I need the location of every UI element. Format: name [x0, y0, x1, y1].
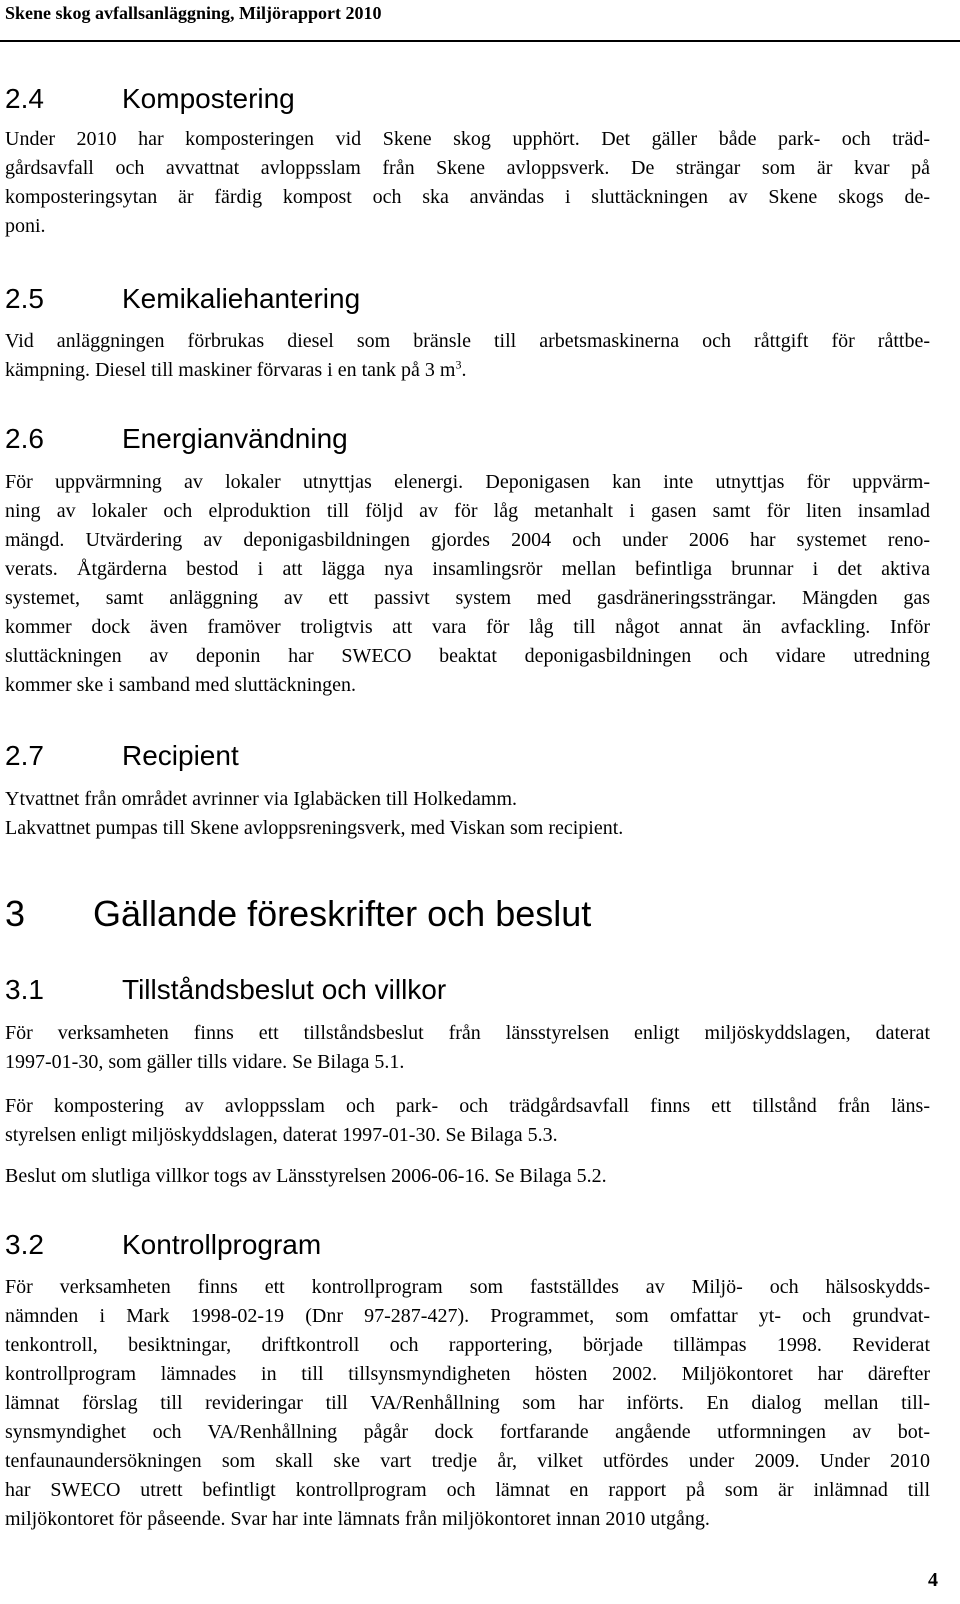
paragraph-energianvandning: [5, 468, 930, 700]
heading-kemikaliehantering: [5, 282, 360, 316]
heading-kontrollprogram: [5, 1228, 321, 1262]
paragraph-kemikaliehantering: [5, 327, 930, 385]
heading-energianvandning: [5, 422, 348, 456]
text-line: ning av lokaler och elproduktion till följd av för låg metanhalt i gasen samt för liten insamlad: [5, 500, 930, 522]
text-line: mängd. Utvärdering av deponigasbildningen gjordes 2004 och under 2006 har systemet reno-: [5, 529, 930, 551]
text-line: miljökontoret för påseende. Svar har inte lämnats från miljökontoret innan 2010 utgång.: [5, 1508, 710, 1530]
header-divider: [0, 40, 960, 42]
text-line: har SWECO utrett befintligt kontrollprogram och lämnat en rapport på som är inlämnad till: [5, 1479, 930, 1501]
paragraph-tillstandsbeslut-3: [5, 1162, 930, 1191]
running-header: [0, 0, 960, 44]
chapter-number: 3: [5, 893, 26, 934]
text-line: För verksamheten finns ett kontrollprogram som fastställdes av Miljö- och hälsoskydds-: [5, 1276, 930, 1298]
text-line: verats. Åtgärderna bestod i att lägga nya insamlingsrör mellan befintliga brunnar i det aktiva: [5, 558, 930, 580]
section-title: Kemikaliehantering: [122, 283, 361, 314]
text-line: [5, 356, 930, 385]
text-line: tenkontroll, besiktningar, driftkontroll och rapportering, började tillämpas 1998. Reviderat: [5, 1334, 930, 1356]
section-number: 2.6: [5, 423, 44, 454]
text-line: För kompostering av avloppsslam och park- och trädgårdsavfall finns ett tillstånd från läns-: [5, 1095, 930, 1117]
text-fragment: .: [461, 359, 467, 381]
section-number: 2.5: [5, 283, 44, 314]
heading-kompostering: [5, 82, 295, 116]
chapter-title: Gällande föreskrifter och beslut: [93, 893, 592, 934]
section-title: Kontrollprogram: [122, 1229, 322, 1260]
text-line: Lakvattnet pumpas till Skene avloppsreningsverk, med Viskan som recipient.: [5, 817, 624, 839]
text-line: tenfaunaundersökningen som skall ske vart tredje år, vilket utfördes under 2009. Under 2010: [5, 1450, 930, 1472]
text-line: Beslut om slutliga villkor togs av Länsstyrelsen 2006-06-16. Se Bilaga 5.2.: [5, 1165, 607, 1187]
paragraph-tillstandsbeslut-1: [5, 1019, 930, 1077]
text-line: 1997-01-30, som gäller tills vidare. Se Bilaga 5.1.: [5, 1051, 405, 1073]
text-line: nämnden i Mark 1998-02-19 (Dnr 97-287-427). Programmet, som omfattar yt- och grundvat-: [5, 1305, 930, 1327]
section-title: Tillståndsbeslut och villkor: [122, 974, 447, 1005]
superscript: 3: [455, 357, 462, 372]
text-line: Ytvattnet från området avrinner via Iglabäcken till Holkedamm.: [5, 788, 518, 810]
text-line: kommer ske i samband med sluttäckningen.: [5, 674, 357, 696]
section-number: 3.1: [5, 974, 44, 1005]
page-number: 4: [928, 1569, 938, 1591]
text-line: kontrollprogram lämnades in till tillsynsmyndigheten hösten 2002. Miljökontoret har därefter: [5, 1363, 930, 1385]
section-title: Recipient: [122, 740, 239, 771]
heading-tillstandsbeslut: [5, 973, 446, 1007]
text-line: lämnat förslag till revideringar till VA/Renhållning som har införts. En dialog mellan till-: [5, 1392, 930, 1414]
text-line: Under 2010 har komposteringen vid Skene skog upphört. Det gäller både park- och träd-: [5, 128, 930, 150]
text-line: För uppvärmning av lokaler utnyttjas elenergi. Deponigasen kan inte utnyttjas för uppvärm-: [5, 471, 930, 493]
text-line: synsmyndighet och VA/Renhållning pågår dock fortfarande angående utformningen av bot-: [5, 1421, 930, 1443]
heading-recipient: [5, 739, 239, 773]
section-number: 3.2: [5, 1229, 44, 1260]
paragraph-kontrollprogram: [5, 1273, 930, 1534]
section-title: Kompostering: [122, 83, 295, 114]
section-number: 2.7: [5, 740, 44, 771]
heading-gallande-foreskrifter: [5, 893, 591, 935]
text-line: sluttäckningen av deponin har SWECO beaktat deponigasbildningen och vidare utredning: [5, 645, 930, 667]
text-line: Vid anläggningen förbrukas diesel som bränsle till arbetsmaskinerna och råttgift för råttbe-: [5, 330, 930, 352]
text-line: gårdsavfall och avvattnat avloppsslam från Skene avloppsverk. De strängar som är kvar på: [5, 157, 930, 179]
document-title: Skene skog avfallsanläggning, Miljörapport 2010: [5, 3, 382, 23]
paragraph-tillstandsbeslut-2: [5, 1092, 930, 1150]
paragraph-recipient: [5, 785, 930, 843]
text-line: systemet, samt anläggning av ett passivt system med gasdräneringssträngar. Mängden gas: [5, 587, 930, 609]
text-fragment: kämpning. Diesel till maskiner förvaras i en tank på 3 m: [5, 359, 456, 381]
text-line: styrelsen enligt miljöskyddslagen, daterat 1997-01-30. Se Bilaga 5.3.: [5, 1124, 558, 1146]
section-title: Energianvändning: [122, 423, 348, 454]
text-line: kommer dock även framöver troligtvis att vara för låg till något annat än avfackling. Inför: [5, 616, 930, 638]
paragraph-kompostering: [5, 125, 930, 241]
text-line: För verksamheten finns ett tillståndsbeslut från länsstyrelsen enligt miljöskyddslagen, daterat: [5, 1022, 930, 1044]
text-line: poni.: [5, 215, 46, 237]
text-line: komposteringsytan är färdig kompost och ska användas i sluttäckningen av Skene skogs de-: [5, 186, 930, 208]
section-number: 2.4: [5, 83, 44, 114]
